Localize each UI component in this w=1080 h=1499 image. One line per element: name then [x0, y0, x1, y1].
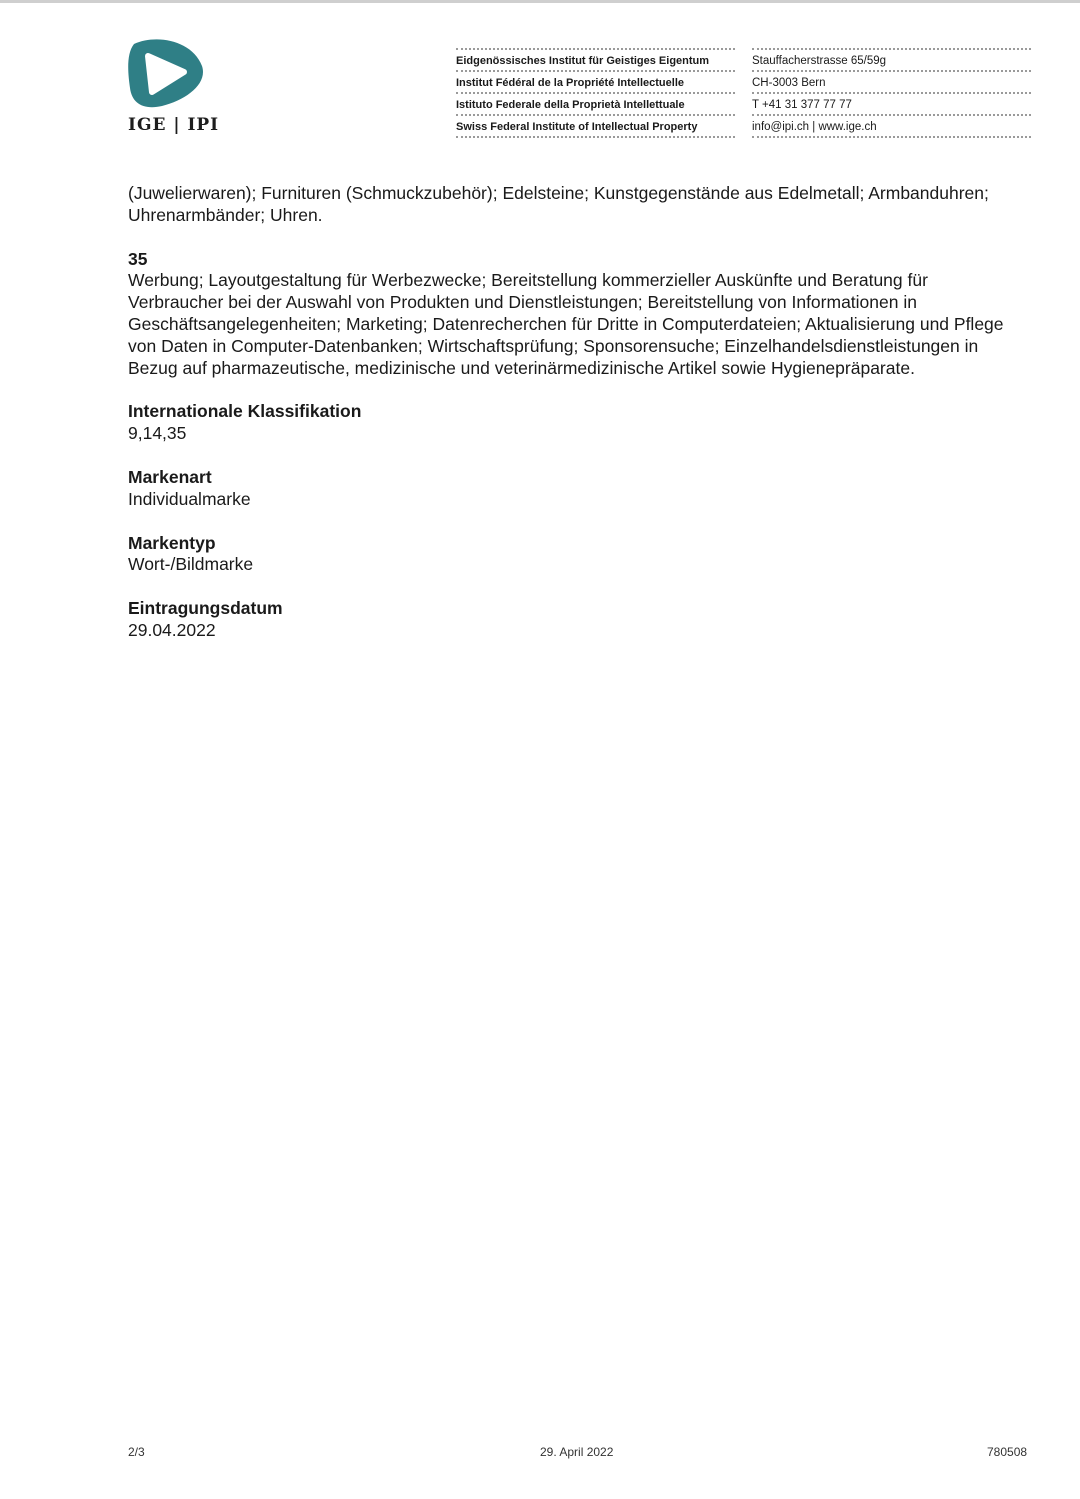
section-label: Internationale Klassifikation	[128, 401, 362, 422]
address-web: info@ipi.ch | www.ige.ch	[752, 114, 1031, 138]
section-value: Wort-/Bildmarke	[128, 554, 254, 575]
section-label: Markenart	[128, 466, 212, 487]
document-body	[128, 183, 1028, 642]
section-classification	[128, 401, 1028, 445]
ige-ipi-logo	[126, 38, 226, 138]
institute-names	[456, 48, 735, 138]
address-city: CH-3003 Bern	[752, 70, 1031, 92]
logo-mark-icon	[126, 38, 206, 110]
institute-name-en: Swiss Federal Institute of Intellectual Property	[456, 114, 735, 138]
footer-reference-number: 780508	[987, 1445, 1028, 1459]
section-label: Markentyp	[128, 532, 216, 553]
class-number: 35	[128, 248, 148, 269]
section-value: 9,14,35	[128, 423, 187, 444]
section-markentyp	[128, 533, 1028, 577]
institute-name-de: Eidgenössisches Institut für Geistiges Eigentum	[456, 48, 735, 70]
logo-text: IGE | IPI	[128, 115, 220, 135]
section-value: Individualmarke	[128, 488, 251, 509]
institute-name-fr: Institut Fédéral de la Propriété Intellectuelle	[456, 70, 735, 92]
section-eintragungsdatum	[128, 598, 1028, 642]
address-street: Stauffacherstrasse 65/59g	[752, 48, 1031, 70]
institute-address	[752, 48, 1031, 138]
continuation-text: (Juwelierwaren); Furnituren (Schmuckzubehör); Edelsteine; Kunstgegenstände aus Edelmetall; Armbanduhren; Uhrenarmbänder; Uhren.	[128, 183, 989, 225]
class-text: Werbung; Layoutgestaltung für Werbezwecke; Bereitstellung kommerzieller Auskünfte und Beratung für Verbraucher bei der Auswahl von Produkten und Dienstleistungen; Bereitstellung von Informationen in Geschäftsangelegenheiten; Marketing; Datenrecherchen für Dritte in Computerdateien; Aktualisierung und Pflege von Daten in Computer-Datenbanken; Wirtschaftsprüfung; Sponsorensuche; Einzelhandelsdienstleistungen in Bezug auf pharmazeutische, medizinische und veterinärmedizinische Artikel sowie Hygienepräparate.	[128, 270, 1004, 378]
footer-page-number: 2/3	[128, 1445, 145, 1459]
section-value: 29.04.2022	[128, 619, 216, 640]
footer-date: 29. April 2022	[540, 1445, 614, 1459]
section-markenart	[128, 467, 1028, 511]
address-phone: T +41 31 377 77 77	[752, 92, 1031, 114]
top-edge-shade	[0, 0, 1080, 3]
section-label: Eintragungsdatum	[128, 598, 283, 619]
institute-name-it: Istituto Federale della Proprietà Intellettuale	[456, 92, 735, 114]
